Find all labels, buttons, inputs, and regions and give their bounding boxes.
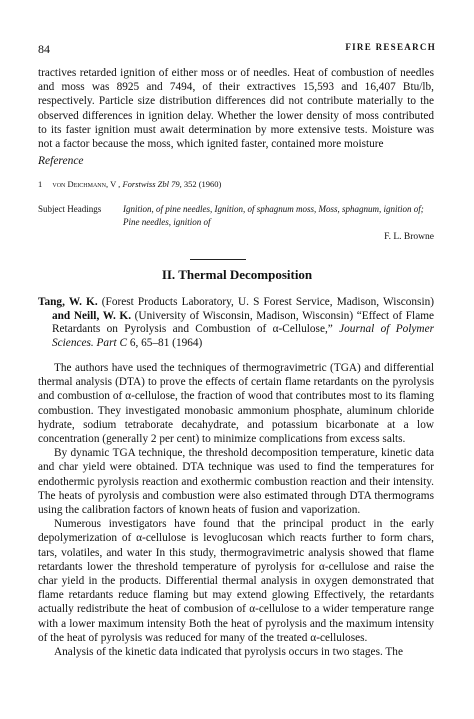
reference-number: 1	[38, 179, 43, 189]
intro-paragraph	[38, 66, 434, 151]
abstract-signature: F. L. Browne	[384, 232, 434, 242]
page-header	[38, 42, 436, 56]
citation-journal: Journal of Polymer Sciences. Part C	[52, 323, 434, 349]
subject-headings-label: Subject Headings	[38, 204, 102, 214]
paragraph: The authors have used the techniques of thermogravimetric (TGA) and differential thermal analysis (DTA) to prove the effects of certain flame retardants on the pyrolysis and combustion of α-cellulose, the fraction of wood that contributes most to its flaming combustion. They investigated monobasic ammonium phosphate, aluminum chloride hydrate, sodium tetraborate decahydrate, and potassium bicarbonate at a low concentration (generally 2 per cent) to minimize complications from excess salts.	[38, 362, 434, 446]
reference-details: 352 (1960)	[183, 179, 222, 189]
citation	[38, 296, 434, 350]
reference-journal: Forstwiss Zbl 79,	[122, 179, 182, 189]
citation-author-2: Neill, W. K.	[73, 309, 132, 322]
citation-affiliation-1: (Forest Products Laboratory, U. S Forest Service, Madison, Wisconsin)	[101, 296, 435, 308]
section-title: II. Thermal Decomposition	[161, 267, 313, 282]
citation-and: and	[52, 309, 71, 322]
reference-item	[38, 179, 221, 189]
citation-details: 6, 65–81 (1964)	[129, 336, 203, 349]
intro-paragraph-text: tractives retarded ignition of either moss or of needles. Heat of combustion of needles and moss was 8925 and 7494, of their extractives 15,593 and 16,407 Btu/lb, respectively. Particle size distribution differences did not contribute materially to the observed differences in ignition delay. Whether the lower density of moss contributed to its faster ignition must await determination by more extensive tests. Moisture was not a factor because the moss, which ignited faster, contained more moisture	[38, 67, 434, 151]
citation-author-1: Tang, W. K.	[38, 296, 98, 308]
article-body	[38, 361, 434, 659]
subject-headings-text: Ignition, of pine needles, Ignition, of sphagnum moss, Moss, sphagnum, ignition of; Pine needles, ignition of	[123, 204, 424, 227]
section-divider	[190, 259, 246, 260]
paragraph: Numerous investigators have found that the principal product in the early depolymerization of α-cellulose is levoglucosan which reacts further to form chars, tars, volatiles, and water In this study, thermogravimetric analysis showed that flame retardants lower the threshold temperature of pyrolysis for α-cellulose and raise the char yield in the products. Differential thermal analysis in oxygen demonstrated that flame retardants reduce flaming but may extend glowing Effectively, the retardants actually redistribute the heat of combusion of α-cellulose to a wider temperature range with a lower maximum intensity Both the heat of pyrolysis and the maximum intensity of the heat of pyrolysis was reduced for many of the treated α-celluloses.	[38, 518, 434, 644]
reference-heading: Reference	[38, 155, 84, 167]
citation-affiliation-2: (University of Wisconsin, Madison, Wisconsin) “Effect of Flame Retardants on Pyrolysis and Combustion of α-Cellulose,”	[52, 309, 435, 336]
paragraph: Analysis of the kinetic data indicated that pyrolysis occurs in two stages. The	[54, 646, 403, 659]
page-number: 84	[38, 42, 50, 56]
reference-author: von Deichmann, V ,	[52, 179, 121, 189]
paragraph: By dynamic TGA technique, the threshold decomposition temperature, kinetic data and char yield were obtained. DTA technique was used to find the temperatures for endothermic pyrolysis reaction and exothermic combustion reaction and their intensity. The heats of pyrolysis and combustion were also estimated through DTA thermograms using the calibration factors of known heats of fusion and vaporization.	[38, 447, 434, 517]
running-title: FIRE RESEARCH	[345, 42, 436, 52]
